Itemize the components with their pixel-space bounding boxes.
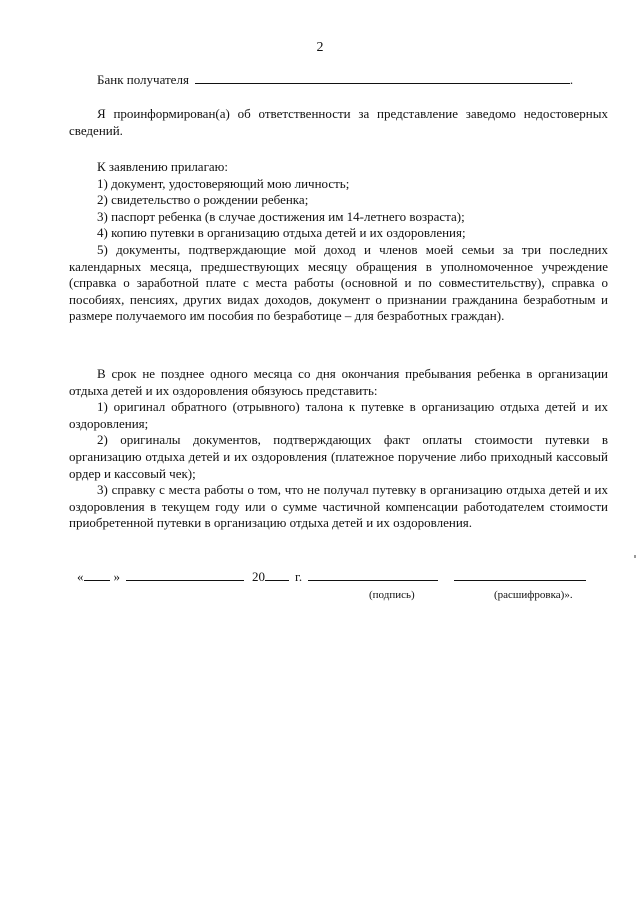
responsibility-statement: Я проинформирован(а) об ответственности за представление заведомо недостоверных сведений.: [69, 106, 608, 138]
attachment-item: 4) копию путевки в организацию отдыха детей и их оздоровления;: [97, 225, 466, 241]
year-input-line[interactable]: [265, 568, 289, 581]
page-number: 2: [316, 40, 324, 55]
obligation-section: [69, 366, 608, 532]
bank-input-line[interactable]: [195, 70, 570, 84]
month-input-line[interactable]: [126, 568, 244, 581]
decode-input-line[interactable]: [454, 568, 586, 581]
year-prefix: 20: [252, 569, 265, 584]
decode-caption: (расшифровка)».: [494, 589, 573, 601]
year-suffix: г.: [295, 569, 303, 584]
signature-row: [77, 568, 586, 585]
obligation-item: 1) оригинал обратного (отрывного) талона к путевке в организацию отдыха детей и их оздоровления;: [69, 399, 608, 431]
attachment-item: 2) свидетельство о рождении ребенка;: [97, 192, 309, 208]
signature-caption: (подпись): [369, 589, 415, 601]
obligation-item: 3) справку с места работы о том, что не получал путевку в организацию отдыха детей и их оздоровления в текущем году или о сумме частичной компенсации работодателем стоимости приобретенной путевки в организацию отдыха детей и их оздоровления.: [69, 482, 608, 531]
bank-field-row: [97, 70, 573, 88]
attachment-item: 5) документы, подтверждающие мой доход и членов моей семьи за три последних календарных месяца, предшествующих месяцу обращения в уполномоченное учреждение (справка о заработной плате с места работы (основной и по совместительству), справка о пособиях, пенсиях, других видах доходов, документ о признании гражданина безработным и размере получаемого им пособия по безработице – для безработных граждан).: [69, 241, 608, 324]
attachments-heading: К заявлению прилагаю:: [97, 159, 229, 174]
obligation-item: 2) оригиналы документов, подтверждающих факт оплаты стоимости путевки в организацию отдыха детей и их оздоровления (платежное поручение либо приходный кассовый ордер и кассовый чек);: [69, 432, 608, 481]
date-open-quote: «: [77, 569, 84, 584]
attachments-section: [69, 159, 608, 325]
day-input-line[interactable]: [84, 568, 110, 581]
scan-speck: [634, 555, 636, 558]
obligation-intro: В срок не позднее одного месяца со дня окончания пребывания ребенка в организации отдыха детей и их оздоровления обязуюсь представить:: [69, 366, 608, 398]
statement-paragraph: [69, 106, 608, 139]
bank-end-mark: .: [569, 72, 574, 87]
attachment-item: 1) документ, удостоверяющий мою личность;: [97, 175, 350, 191]
signature-input-line[interactable]: [308, 568, 438, 581]
date-close-quote: »: [113, 569, 120, 584]
attachment-item: 3) паспорт ребенка (в случае достижения им 14-летнего возраста);: [97, 208, 465, 224]
bank-label: Банк получателя: [97, 72, 189, 87]
